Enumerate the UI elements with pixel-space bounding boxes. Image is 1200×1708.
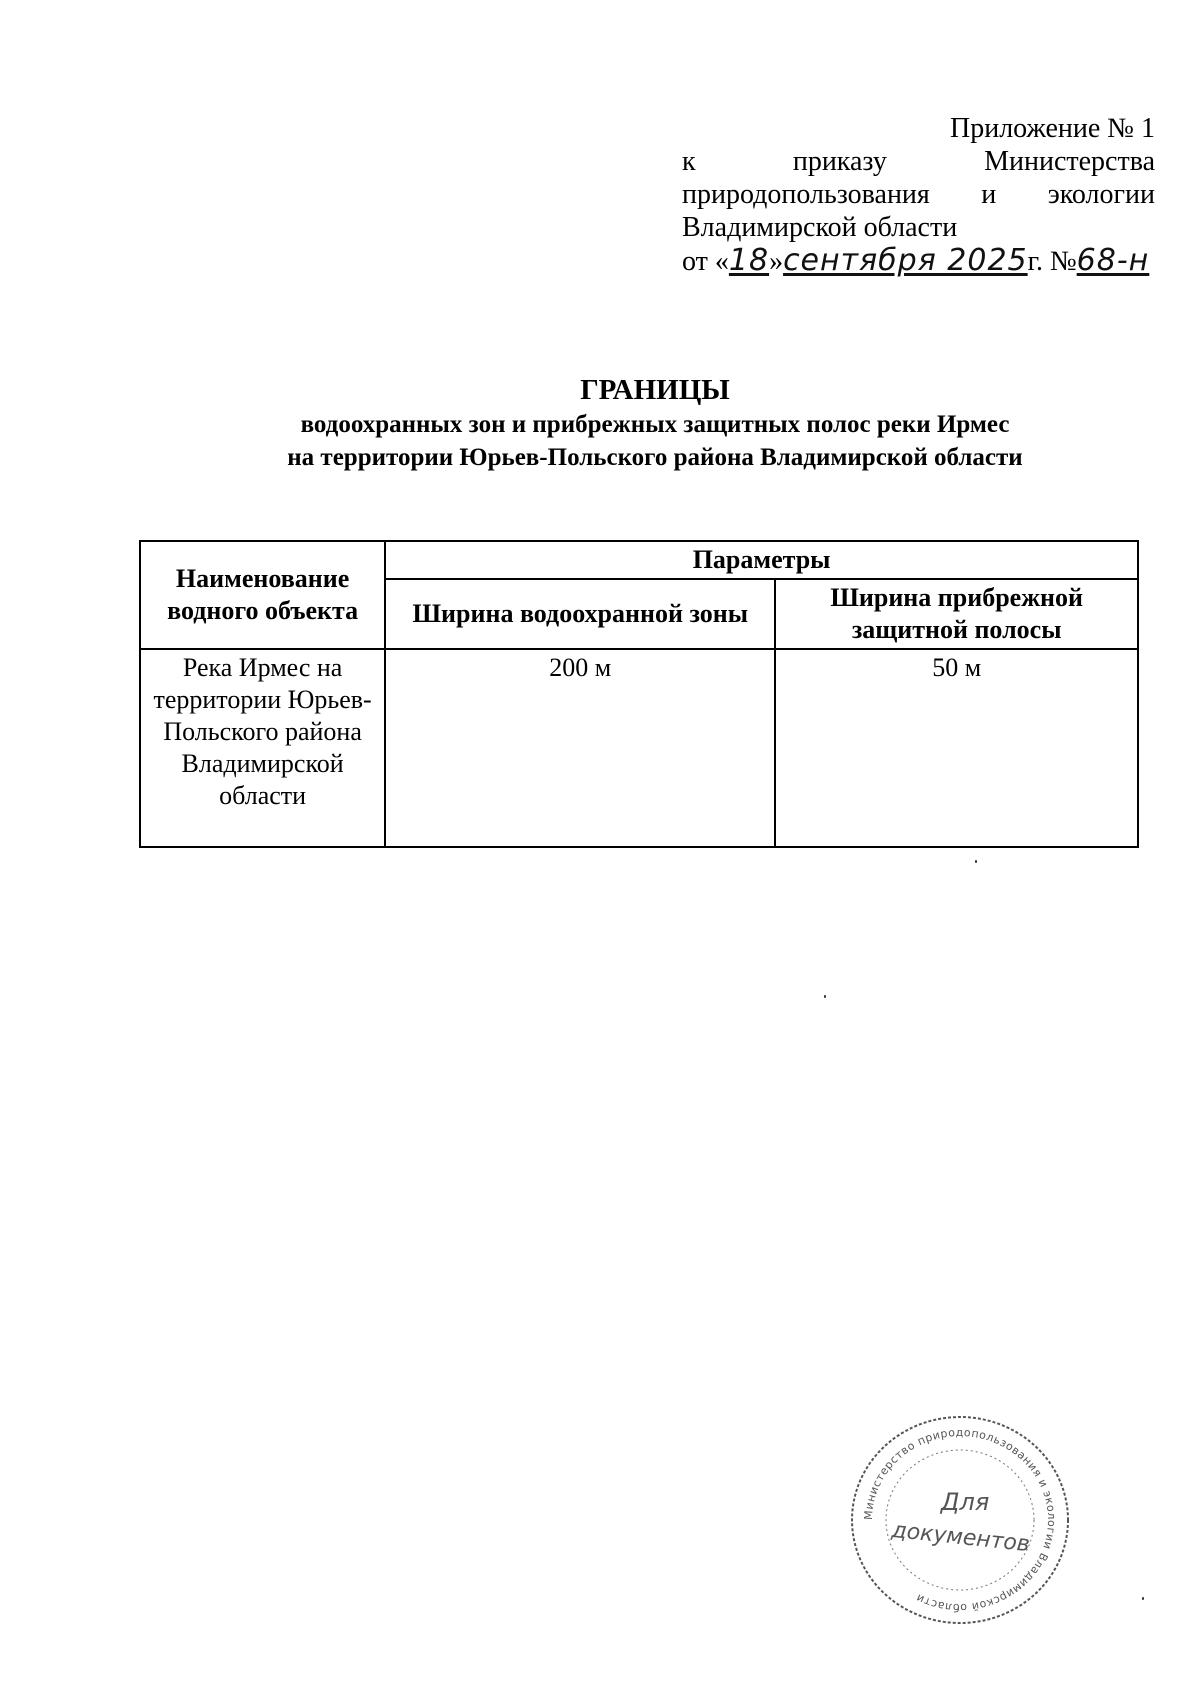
appendix-region: Владимирской области (682, 212, 958, 243)
seal-center-line-1: Для (940, 1488, 990, 1516)
cell-strip-width: 50 м (775, 649, 1138, 847)
seal-ring-text: Министерство природопользования и экологии Владимирской области (861, 1425, 1059, 1615)
header-strip-width: Ширина прибрежной защитной полосы (775, 579, 1138, 649)
date-prefix: от « (682, 246, 729, 277)
seal-center-line-2: документов (890, 1517, 1031, 1558)
scan-speck (1142, 1597, 1144, 1600)
appendix-word: и (981, 179, 997, 210)
appendix-word: природопользования (682, 179, 930, 210)
appendix-title-line (682, 112, 1155, 145)
appendix-header (682, 112, 1155, 278)
order-number-handwritten: 68-н (1076, 243, 1150, 278)
order-number-prefix: г. № (1027, 246, 1077, 277)
boundaries-table (139, 540, 1139, 848)
scan-speck (975, 860, 977, 863)
appendix-word: к (682, 146, 696, 177)
official-seal-stamp (845, 1410, 1075, 1630)
appendix-word: экологии (1047, 179, 1155, 210)
appendix-line-4 (682, 211, 1155, 244)
appendix-word: приказу (792, 146, 887, 177)
document-title: ГРАНИЦЫ (580, 374, 730, 406)
table-header-row (140, 541, 1138, 579)
date-mid: » (769, 246, 784, 277)
scan-speck (824, 995, 826, 998)
cell-water-body-name: Река Ирмес на территории Юрьев-Польского района Владимирской области (140, 649, 385, 847)
header-water-body-name: Наименование водного объекта (140, 541, 385, 649)
appendix-word: Министерства (984, 146, 1155, 177)
document-subtitle-1: водоохранных зон и прибрежных защитных полос реки Ирмес (300, 411, 1010, 438)
header-zone-width: Ширина водоохранной зоны (385, 579, 775, 649)
appendix-title: Приложение № 1 (950, 113, 1155, 144)
svg-text:Министерство природопользовани (862, 1426, 1058, 1614)
document-subtitle-2: на территории Юрьев-Польского района Владимирской области (287, 444, 1023, 471)
table-row (140, 649, 1138, 847)
appendix-line-2 (682, 145, 1155, 178)
date-day-handwritten: 18 (728, 243, 770, 278)
appendix-line-3 (682, 178, 1155, 211)
header-parameters: Параметры (385, 541, 1138, 579)
date-month-year-handwritten: сентября 2025 (783, 243, 1028, 278)
document-title-block (0, 372, 1200, 474)
appendix-date-line (682, 244, 1155, 278)
cell-zone-width: 200 м (385, 649, 775, 847)
